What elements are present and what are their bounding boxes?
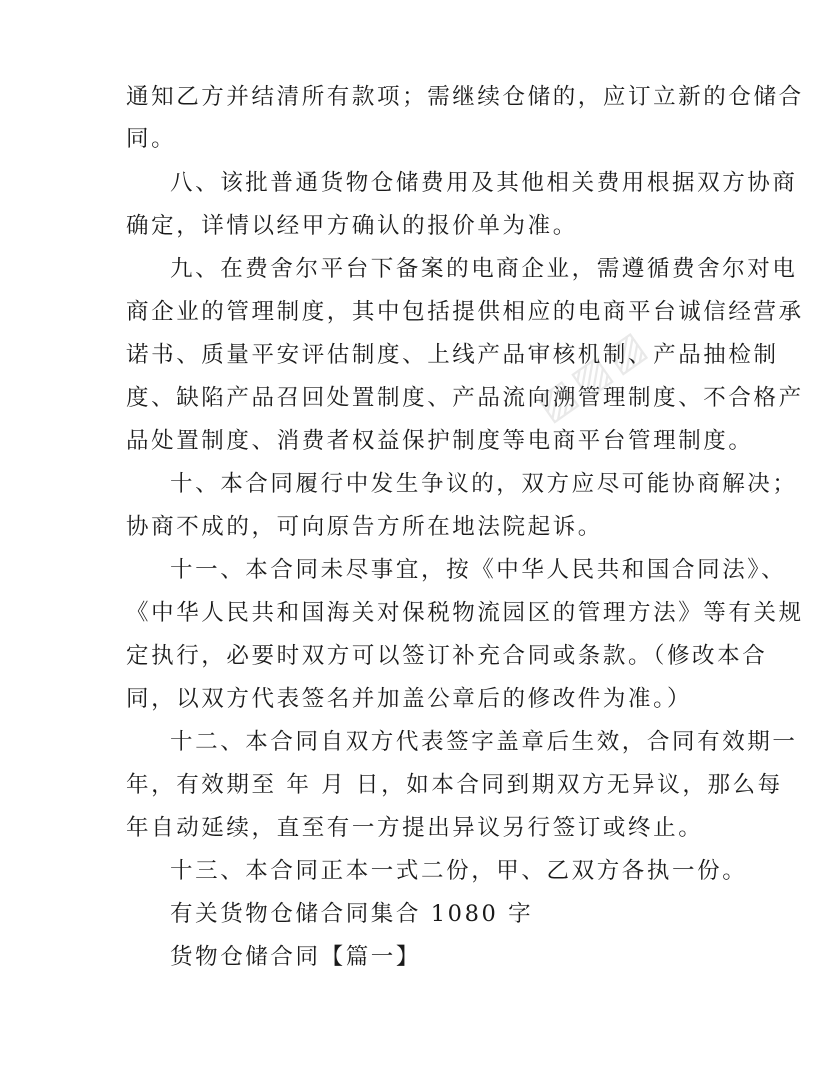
text-line: 通知乙方并结清所有款项；需继续仓储的，应订立新的仓储合 [126, 84, 804, 110]
text-line: 同，以双方代表签名并加盖公章后的修改件为准。） [126, 686, 693, 712]
text-line: 八、该批普通货物仓储费用及其他相关费用根据双方协商 [170, 170, 798, 196]
section-heading: 有关货物仓储合同集合 1080 字 [170, 901, 534, 927]
text-line: 年，有效期至 年 月 日，如本合同到期双方无异议，那么每 [126, 772, 783, 798]
text-line: 《中华人民共和国海关对保税物流园区的管理方法》等有关规 [126, 600, 804, 626]
text-line: 确定，详情以经甲方确认的报价单为准。 [126, 213, 578, 239]
text-line: 度、缺陷产品召回处置制度、产品流向溯管理制度、不合格产 [126, 385, 804, 411]
text-line: 十三、本合同正本一式二份，甲、乙双方各执一份。 [170, 858, 748, 884]
section-heading: 货物仓储合同【篇一】 [170, 944, 422, 970]
text-line: 九、在费舍尔平台下备案的电商企业，需遵循费舍尔对电 [170, 256, 798, 282]
text-line: 十、本合同履行中发生争议的，双方应尽可能协商解决； [170, 471, 798, 497]
text-line: 品处置制度、消费者权益保护制度等电商平台管理制度。 [126, 428, 754, 454]
text-line: 年自动延续，直至有一方提出异议另行签订或终止。 [126, 815, 704, 841]
text-line: 定执行，必要时双方可以签订补充合同或条款。（修改本合 [126, 643, 768, 669]
watermark-graphic: ▨▨▨ [528, 320, 658, 430]
text-line: 协商不成的，可向原告方所在地法院起诉。 [126, 514, 603, 540]
text-line: 十二、本合同自双方代表签字盖章后生效，合同有效期一 [170, 729, 798, 755]
text-line: 诺书、质量平安评估制度、上线产品审核机制、产品抽检制 [126, 342, 779, 368]
text-line: 十一、本合同未尽事宜，按《中华人民共和国合同法》、 [170, 557, 787, 583]
text-line: 同。 [126, 126, 177, 152]
text-line: 商企业的管理制度，其中包括提供相应的电商平台诚信经营承 [126, 299, 804, 325]
